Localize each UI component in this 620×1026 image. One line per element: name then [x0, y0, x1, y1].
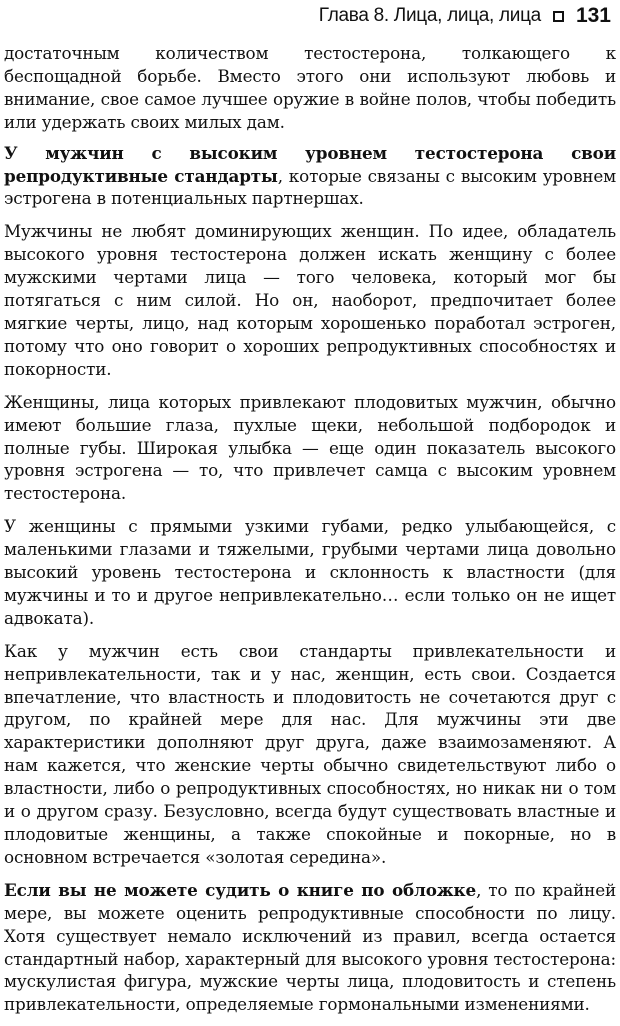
paragraph-text: Мужчины не любят доминирующих женщин. По идее, обладатель высокого уровня тестостерона должен искать женщину с более мужскими чертами лица — того человека, который мог бы потягаться с ним силой. Но он, наоборот, предпочитает более мягкие черты, лицо, над которым хорошенько поработал эстроген, потому что оно говорит о хороших репродуктивных способностях и покорности. [4, 221, 616, 379]
chapter-title: Глава 8. Лица, лица, лица [318, 5, 541, 26]
paragraph [4, 42, 616, 134]
square-bullet-icon [553, 11, 564, 22]
paragraph-text: Как у мужчин есть свои стандарты привлекательности и непривлекательности, так и у нас, женщин, есть свои. Создается впечатление, что властность и плодовитость не сочетаются друг с другом, по крайней мере для нас. Для мужчины эти две характеристики дополняют друг друга, даже взаимозаменяют. А нам кажется, что женские черты обычно свидетельствуют либо о властности, либо о репродуктивных способностях, но никак ни о том и о другом сразу. Безусловно, всегда будут существовать властные и плодовитые женщины, а также спокойные и покорные, но в основном встречается «золотая середина». [4, 640, 616, 867]
paragraph-lead: Если вы не можете судить о книге по обложке [4, 879, 477, 900]
page-number: 131 [575, 4, 611, 27]
body-text [4, 42, 616, 1026]
paragraph [4, 142, 616, 211]
paragraph-lead: У мужчин с высоким уровнем тестостерона свои репродуктивные стандарты [4, 142, 616, 186]
paragraph [4, 879, 616, 1016]
paragraph-text: Женщины, лица которых привлекают плодовитых мужчин, обычно имеют большие глаза, пухлые щеки, небольшой подбородок и полные губы. Широкая улыбка — еще один показатель высокого уровня эстрогена — то, что привлечет самца с высоким уровнем тестостерона. [4, 391, 616, 504]
running-header [319, 2, 611, 30]
paragraph [4, 220, 616, 380]
paragraph [4, 515, 616, 630]
paragraph-text: У женщины с прямыми узкими губами, редко улыбающейся, с маленькими глазами и тяжелыми, грубыми чертами лица довольно высокий уровень тестостерона и склонность к властности (для мужчины и то и другое непривлекательно… если только он не ищет адвоката). [4, 516, 616, 628]
paragraph-text: достаточным количеством тестостерона, толкающего к беспощадной борьбе. Вместо этого они используют любовь и внимание, свое самое лучшее оружие в войне полов, чтобы победить или удержать своих милых дам. [4, 43, 616, 132]
paragraph-text: , которые связаны с высоким уровнем эстрогена в потенциальных партнершах. [4, 165, 616, 209]
paragraph-text: , то по крайней мере, вы можете оценить репродуктивные способности по лицу. Хотя существует немало исключений из правил, всегда остается стандартный набор, характерный для высокого уровня тестостерона: мускулистая фигура, мужские черты лица, плодовитость и степень привлекательности, определяемые гормональными изменениями. [4, 879, 617, 1015]
paragraph [4, 391, 616, 506]
paragraph [4, 640, 616, 869]
